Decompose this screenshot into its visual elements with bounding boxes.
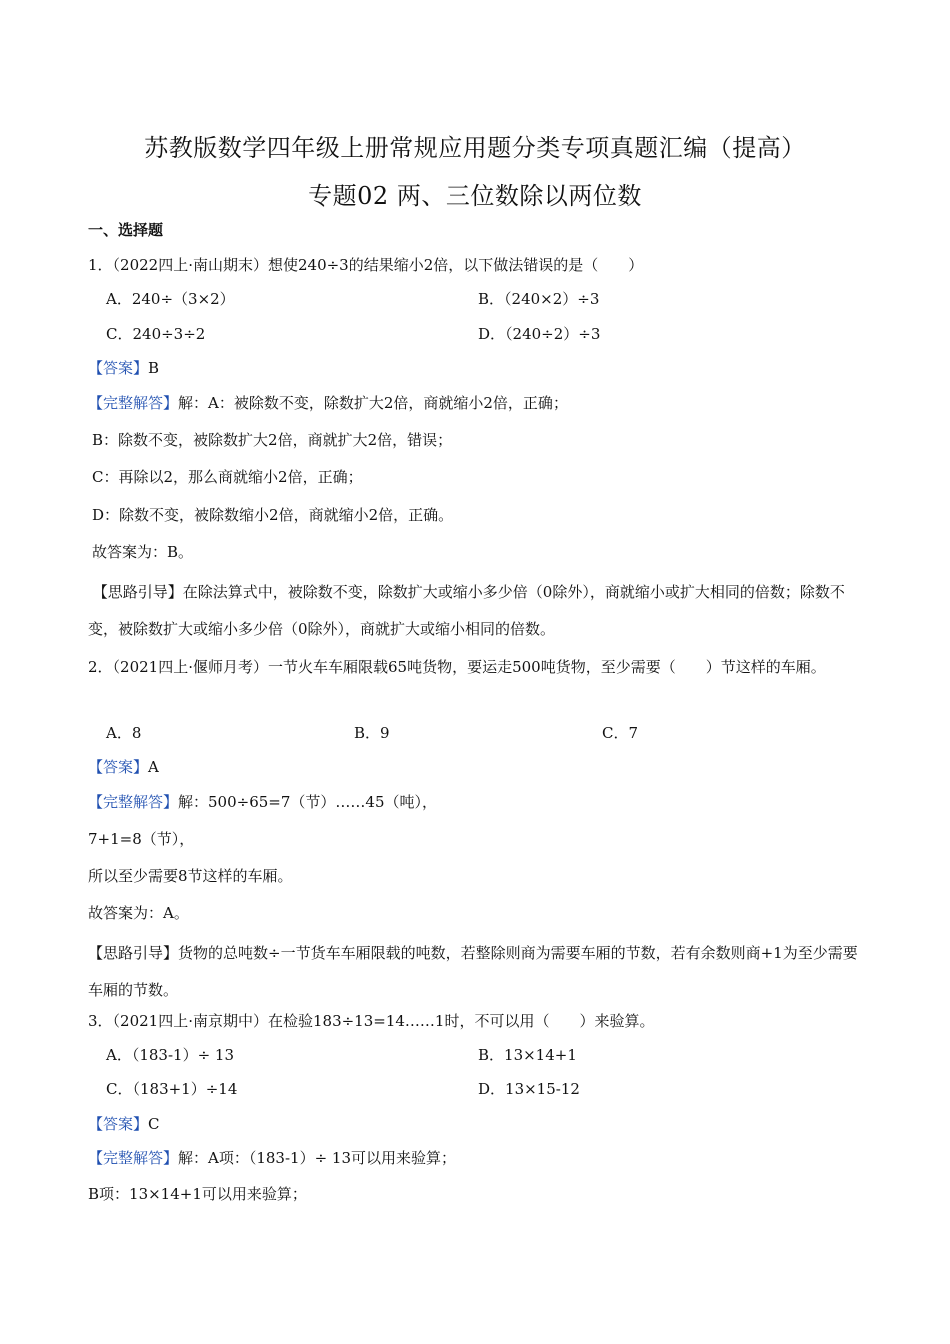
answer-tag: 【答案】 (88, 359, 149, 377)
q1-hint-text: 在除法算式中，被除数不变，除数扩大或缩小多少倍（0除外），商就缩小或扩大相同的倍数；除数不变，被除数扩大或缩小多少倍（0除外），商就扩大或缩小相同的倍数。 (88, 583, 845, 638)
q1-stem: 1．（2022四上·南山期末）想使240÷3的结果缩小2倍，以下做法错误的是（ ） (88, 256, 644, 274)
q1-option-c: C．240÷3÷2 (106, 325, 206, 343)
q1-option-a: A．240÷（3×2） (106, 290, 235, 308)
q3-option-a: A．（183-1）÷ 13 (106, 1046, 234, 1064)
q2-solution (88, 791, 437, 812)
q2-option-a: A．8 (106, 724, 142, 742)
q3-answer-value: C (148, 1115, 160, 1133)
q2-option-b: B．9 (354, 724, 390, 742)
q1-option-b: B．（240×2）÷3 (478, 290, 600, 308)
q3-answer (88, 1113, 160, 1134)
page-title: 苏教版数学四年级上册常规应用题分类专项真题汇编（提高） (144, 134, 806, 162)
q1-solution-line-5: 故答案为：B。 (92, 543, 194, 561)
q3-solution-line-1: 解：A项：（183-1）÷ 13可以用来验算； (178, 1149, 457, 1167)
q3-option-d: D．13×15-12 (478, 1080, 580, 1098)
q3-stem: 3．（2021四上·南京期中）在检验183÷13=14……1时，不可以用（ ）来验算。 (88, 1012, 655, 1030)
q3-option-b: B．13×14+1 (478, 1046, 577, 1064)
q2-answer-value: A (148, 758, 159, 776)
q1-solution-line-4: D：除数不变，被除数缩小2倍，商就缩小2倍，正确。 (92, 506, 454, 524)
q2-hint-text: 货物的总吨数÷一节货车车厢限载的吨数，若整除则商为需要车厢的节数，若有余数则商+1为至少需要车厢的节数。 (88, 944, 858, 999)
q2-solution-line-3: 所以至少需要8节这样的车厢。 (88, 867, 293, 885)
solution-tag: 【完整解答】 (88, 394, 179, 412)
q2-option-c: C．7 (602, 724, 639, 742)
answer-tag: 【答案】 (88, 1115, 149, 1133)
answer-tag: 【答案】 (88, 758, 149, 776)
q2-solution-line-1: 解：500÷65=7（节）……45（吨）， (178, 793, 438, 811)
q1-hint (88, 574, 858, 648)
q1-answer-value: B (148, 359, 160, 377)
solution-tag: 【完整解答】 (88, 1149, 179, 1167)
q1-solution (88, 392, 568, 413)
q3-solution-line-2: B项：13×14+1可以用来验算； (88, 1185, 307, 1203)
q2-answer (88, 756, 159, 777)
solution-tag: 【完整解答】 (88, 793, 179, 811)
q2-solution-line-2: 7+1=8（节）， (88, 830, 195, 848)
q3-solution (88, 1147, 456, 1168)
hint-tag: 【思路引导】 (92, 583, 183, 601)
section-heading: 一、选择题 (88, 221, 164, 239)
q1-solution-line-2: B：除数不变，被除数扩大2倍，商就扩大2倍，错误； (92, 431, 453, 449)
hint-tag: 【思路引导】 (88, 944, 179, 962)
q2-hint (88, 935, 858, 1009)
q1-solution-line-1: 解：A：被除数不变，除数扩大2倍，商就缩小2倍，正确； (178, 394, 568, 412)
q2-stem: 2．（2021四上·偃师月考）一节火车车厢限载65吨货物，要运走500吨货物，至少需要（ ）节这样的车厢。 (88, 658, 826, 676)
q1-option-d: D．（240÷2）÷3 (478, 325, 601, 343)
q1-solution-line-3: C：再除以2，那么商就缩小2倍，正确； (92, 468, 363, 486)
q3-option-c: C．（183+1）÷14 (106, 1080, 238, 1098)
q2-solution-line-4: 故答案为：A。 (88, 904, 189, 922)
q1-answer (88, 357, 159, 378)
page-subtitle: 专题02 两、三位数除以两位数 (308, 182, 642, 210)
